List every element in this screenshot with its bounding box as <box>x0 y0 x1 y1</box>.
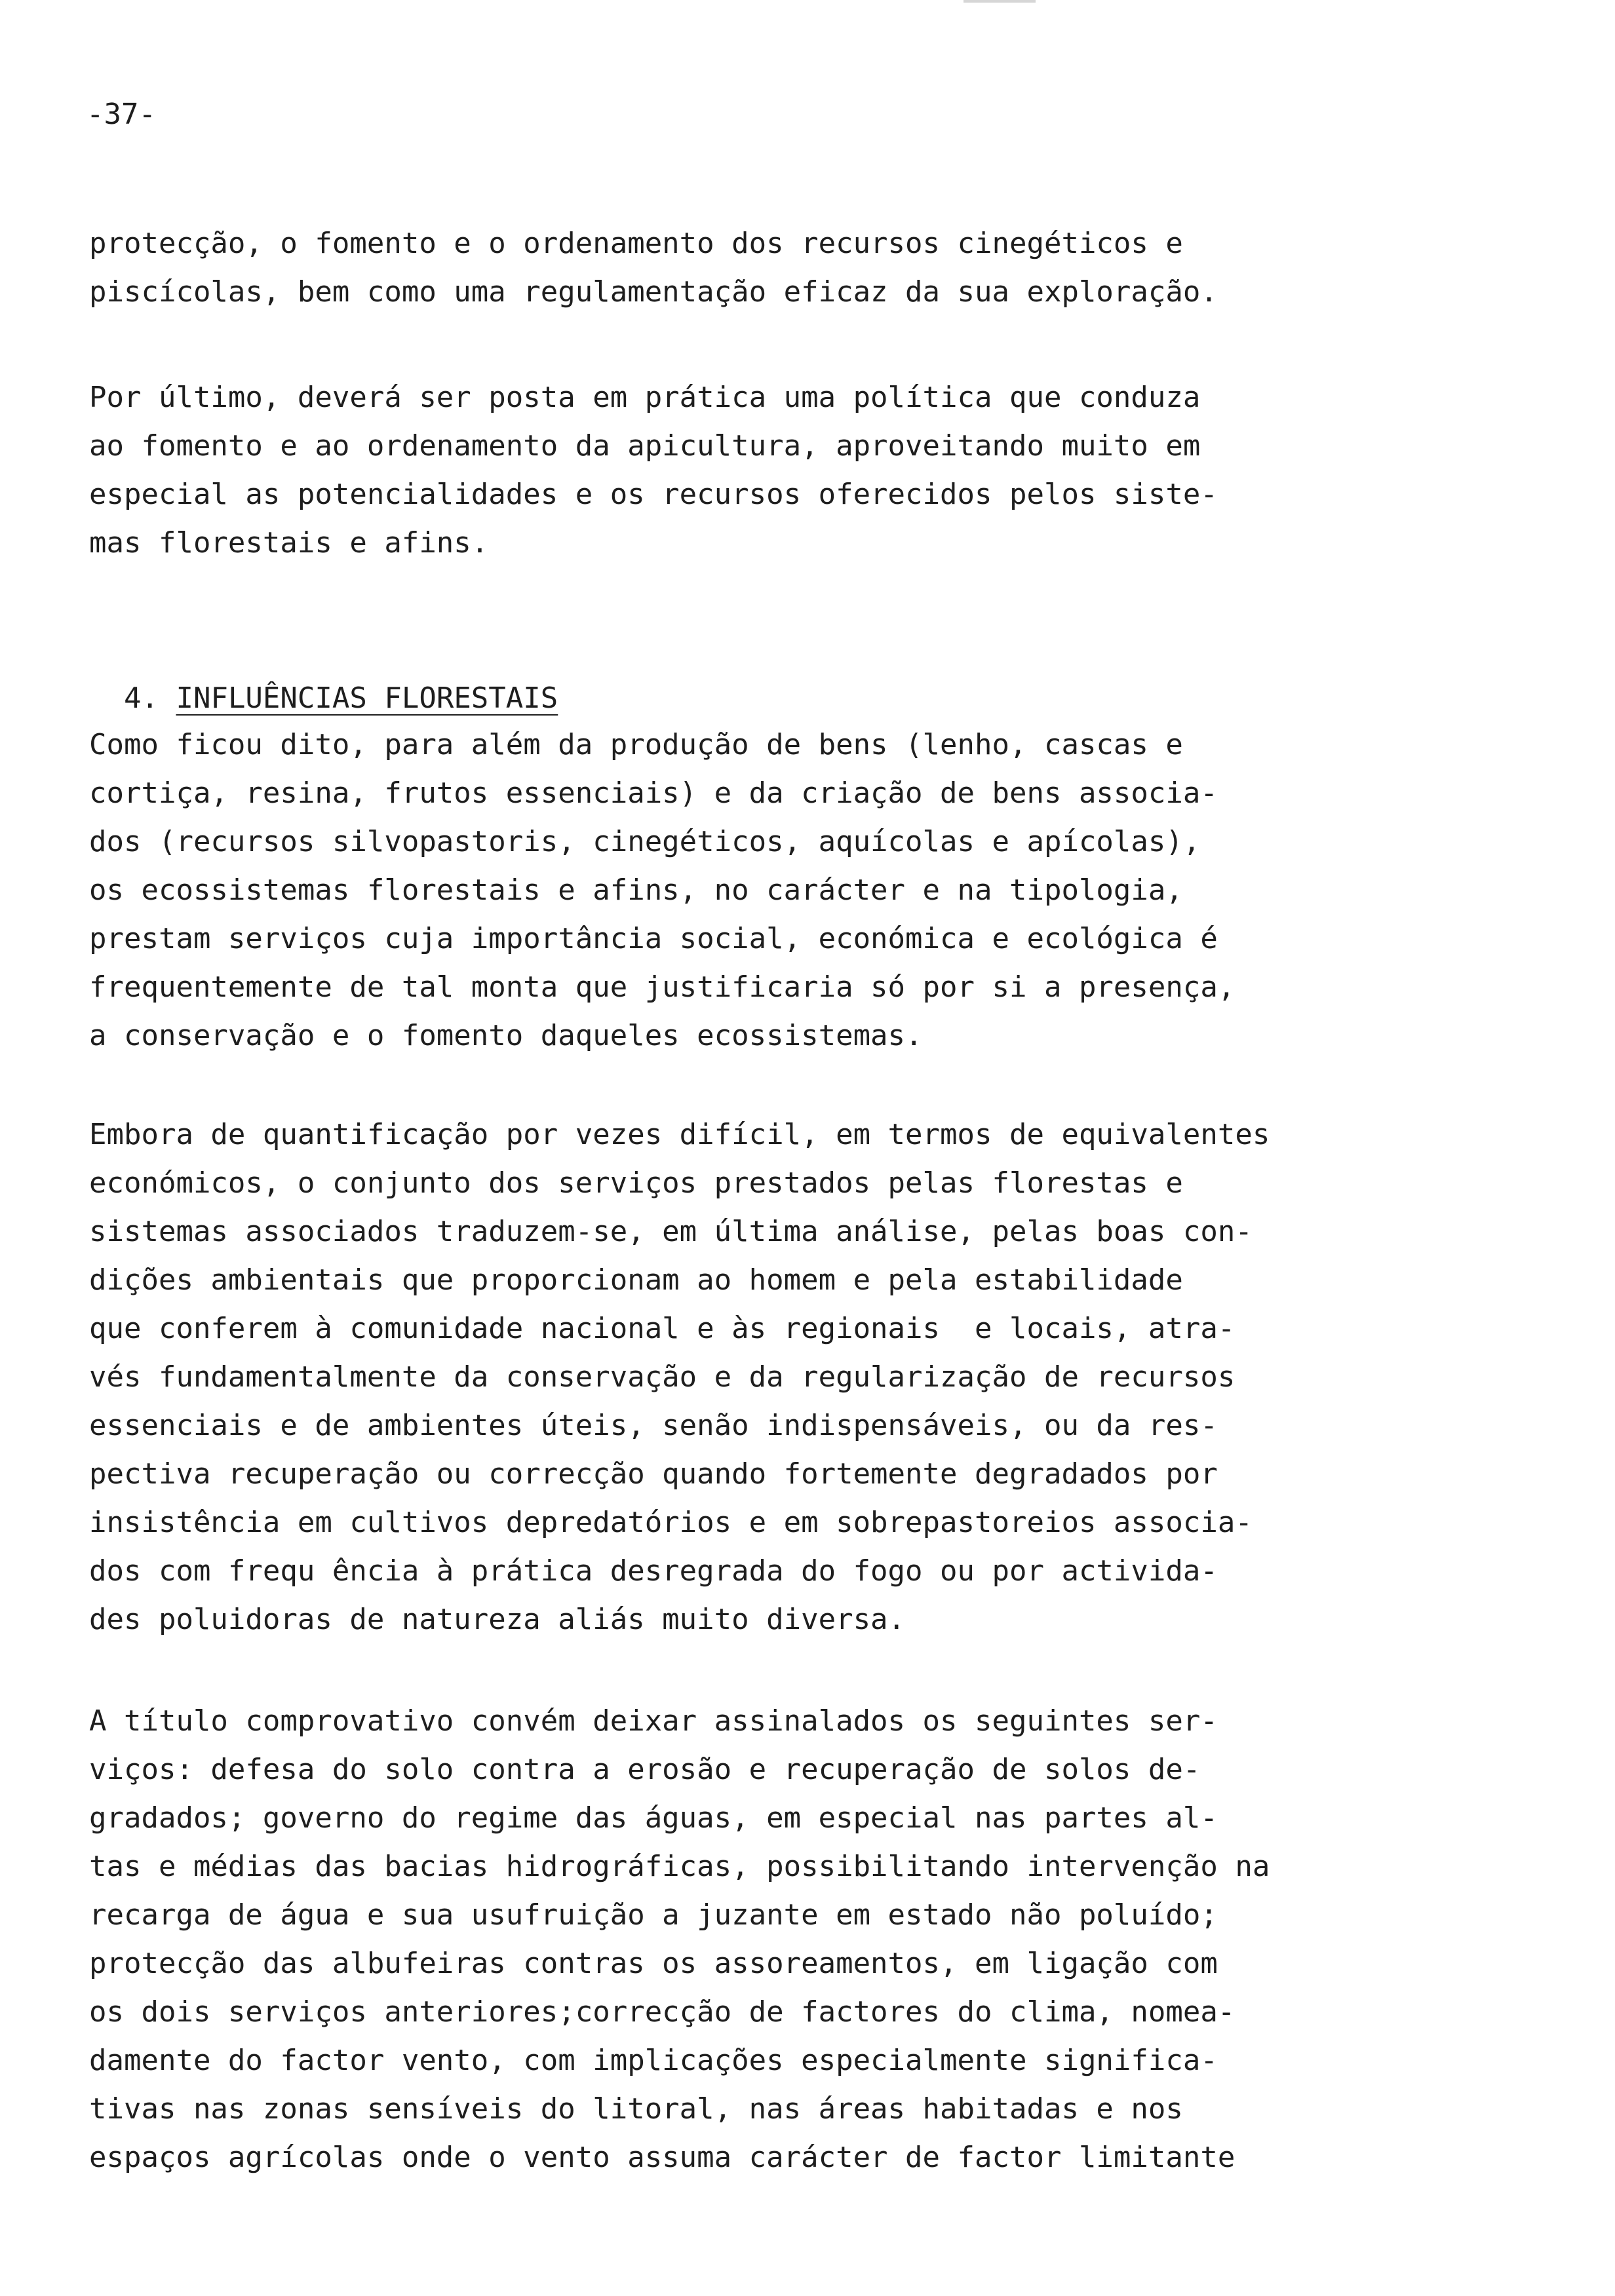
text-line: viços: defesa do solo contra a erosão e recuperação de solos de- <box>89 1753 1201 1786</box>
text-line: ao fomento e ao ordenamento da apicultura, aproveitando muito em <box>89 429 1201 463</box>
page-number: -37- <box>87 98 156 131</box>
paragraph-4 <box>89 1111 1270 1644</box>
text-line: protecção das albufeiras contras os assoreamentos, em ligação com <box>89 1947 1218 1980</box>
text-line: os ecossistemas florestais e afins, no carácter e na tipologia, <box>89 873 1183 907</box>
text-line: sistemas associados traduzem-se, em última análise, pelas boas con- <box>89 1215 1253 1248</box>
text-line: especial as potencialidades e os recursos oferecidos pelos siste- <box>89 478 1218 511</box>
text-line: a conservação e o fomento daqueles ecossistemas. <box>89 1019 923 1052</box>
text-line: gradados; governo do regime das águas, em especial nas partes al- <box>89 1801 1218 1835</box>
text-line: económicos, o conjunto dos serviços prestados pelas florestas e <box>89 1166 1183 1200</box>
text-line: cortiça, resina, frutos essenciais) e da criação de bens associa- <box>89 776 1218 810</box>
section-heading <box>89 626 558 723</box>
text-line: que conferem à comunidade nacional e às regionais e locais, atra- <box>89 1312 1236 1345</box>
text-line: essenciais e de ambientes úteis, senão indispensáveis, ou da res- <box>89 1409 1218 1442</box>
section-title: INFLUÊNCIAS FLORESTAIS <box>176 681 558 715</box>
paragraph-1 <box>89 220 1218 316</box>
text-line: espaços agrícolas onde o vento assuma carácter de factor limitante <box>89 2141 1236 2174</box>
text-line: A título comprovativo convém deixar assinalados os seguintes ser- <box>89 1704 1218 1738</box>
text-line: mas florestais e afins. <box>89 526 489 560</box>
text-line: Embora de quantificação por vezes difícil, em termos de equivalentes <box>89 1118 1270 1151</box>
text-line: prestam serviços cuja importância social, económica e ecológica é <box>89 922 1218 955</box>
text-line: os dois serviços anteriores;correcção de factores do clima, nomea- <box>89 1995 1236 2029</box>
text-line: tivas nas zonas sensíveis do litoral, nas áreas habitadas e nos <box>89 2092 1183 2126</box>
text-line: frequentemente de tal monta que justificaria só por si a presença, <box>89 970 1236 1004</box>
section-number: 4. <box>123 681 159 715</box>
text-line: dos com frequ ência à prática desregrada do fogo ou por activida- <box>89 1554 1218 1588</box>
text-line: Por último, deverá ser posta em prática uma política que conduza <box>89 381 1201 414</box>
text-line: tas e médias das bacias hidrográficas, possibilitando intervenção na <box>89 1850 1270 1883</box>
text-line: piscícolas, bem como uma regulamentação eficaz da sua exploração. <box>89 275 1218 309</box>
text-line: Como ficou dito, para além da produção de bens (lenho, cascas e <box>89 728 1183 761</box>
scan-mark <box>963 0 1036 3</box>
text-line: insistência em cultivos depredatórios e em sobrepastoreios associa- <box>89 1506 1253 1539</box>
text-line: damente do factor vento, com implicações especialmente significa- <box>89 2044 1218 2077</box>
text-line: vés fundamentalmente da conservação e da regularização de recursos <box>89 1360 1236 1394</box>
text-line: recarga de água e sua usufruição a juzante em estado não poluído; <box>89 1898 1218 1932</box>
text-line: des poluidoras de natureza aliás muito diversa. <box>89 1603 906 1636</box>
text-line: dições ambientais que proporcionam ao homem e pela estabilidade <box>89 1263 1183 1297</box>
paragraph-3 <box>89 721 1235 1060</box>
paragraph-5 <box>89 1697 1270 2182</box>
text-line: pectiva recuperação ou correcção quando fortemente degradados por <box>89 1457 1218 1491</box>
text-line: dos (recursos silvopastoris, cinegéticos, aquícolas e apícolas), <box>89 825 1201 858</box>
text-line: protecção, o fomento e o ordenamento dos recursos cinegéticos e <box>89 227 1183 260</box>
paragraph-2 <box>89 373 1218 567</box>
